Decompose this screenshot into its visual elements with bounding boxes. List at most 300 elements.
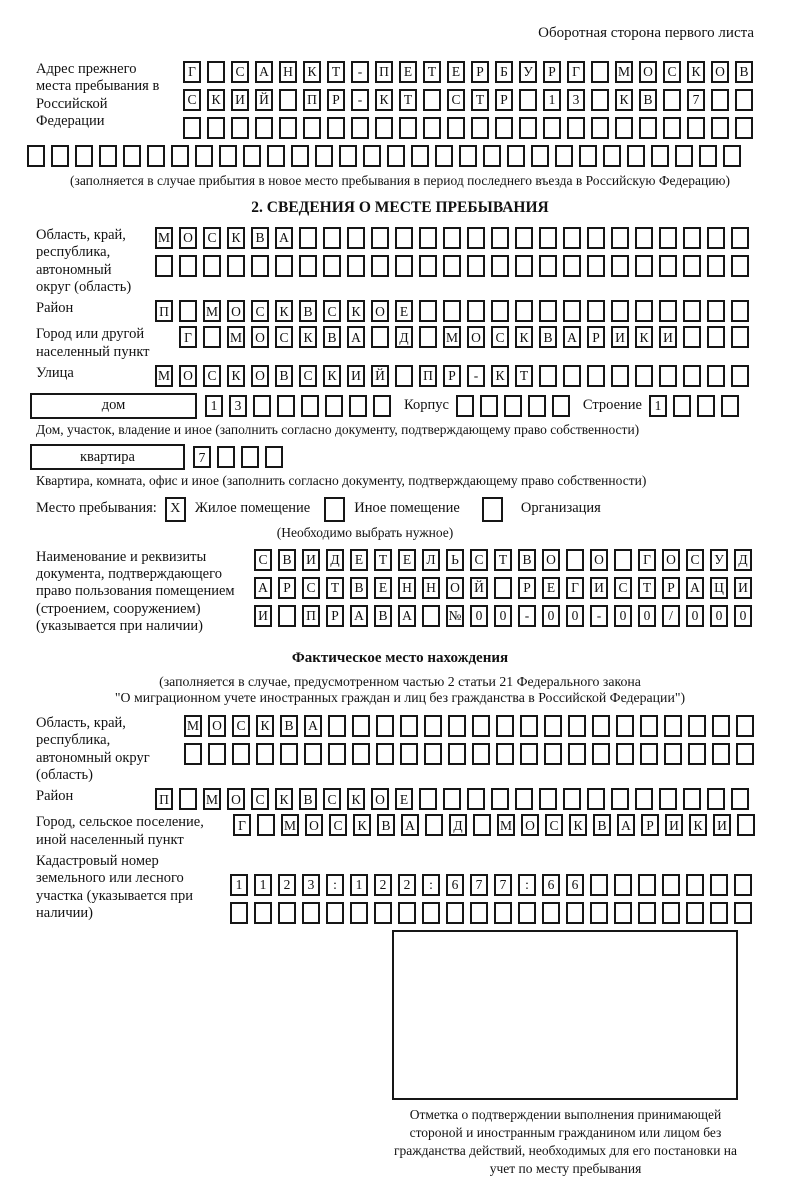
char-box[interactable] — [400, 715, 418, 737]
char-box[interactable]: Е — [398, 549, 416, 571]
char-box[interactable] — [731, 788, 749, 810]
char-box[interactable] — [279, 117, 297, 139]
char-box[interactable]: С — [232, 715, 250, 737]
char-box[interactable]: Т — [515, 365, 533, 387]
char-box[interactable] — [467, 788, 485, 810]
char-box[interactable] — [542, 902, 560, 924]
char-box[interactable] — [590, 902, 608, 924]
char-box[interactable]: Т — [326, 577, 344, 599]
char-box[interactable] — [419, 788, 437, 810]
char-box[interactable] — [710, 874, 728, 896]
char-box[interactable] — [566, 549, 584, 571]
char-box[interactable]: П — [155, 788, 173, 810]
char-box[interactable] — [507, 145, 525, 167]
char-box[interactable] — [399, 117, 417, 139]
char-box[interactable]: К — [689, 814, 707, 836]
char-box[interactable]: Д — [449, 814, 467, 836]
char-box[interactable] — [326, 902, 344, 924]
char-box[interactable]: М — [615, 61, 633, 83]
char-box[interactable]: В — [280, 715, 298, 737]
char-box[interactable] — [539, 300, 557, 322]
char-box[interactable]: 3 — [229, 395, 247, 417]
char-box[interactable]: И — [347, 365, 365, 387]
char-box[interactable] — [515, 788, 533, 810]
char-box[interactable]: Р — [543, 61, 561, 83]
char-box[interactable] — [422, 902, 440, 924]
char-box[interactable]: О — [711, 61, 729, 83]
char-box[interactable] — [459, 145, 477, 167]
char-box[interactable]: В — [593, 814, 611, 836]
char-box[interactable]: О — [227, 788, 245, 810]
char-box[interactable]: Р — [471, 61, 489, 83]
char-box[interactable] — [627, 145, 645, 167]
char-box[interactable]: Т — [494, 549, 512, 571]
char-box[interactable]: Т — [423, 61, 441, 83]
char-box[interactable] — [448, 743, 466, 765]
char-box[interactable] — [683, 365, 701, 387]
char-box[interactable] — [301, 395, 319, 417]
char-box[interactable]: И — [659, 326, 677, 348]
char-box[interactable] — [467, 255, 485, 277]
char-box[interactable] — [315, 145, 333, 167]
char-box[interactable] — [183, 117, 201, 139]
char-box[interactable]: А — [275, 227, 293, 249]
char-box[interactable] — [494, 577, 512, 599]
char-box[interactable]: 0 — [566, 605, 584, 627]
char-box[interactable] — [640, 715, 658, 737]
char-box[interactable] — [638, 874, 656, 896]
char-box[interactable]: : — [326, 874, 344, 896]
char-box[interactable] — [328, 715, 346, 737]
char-box[interactable]: 0 — [494, 605, 512, 627]
char-box[interactable] — [398, 902, 416, 924]
char-box[interactable] — [324, 497, 345, 522]
char-box[interactable] — [520, 743, 538, 765]
char-box[interactable] — [473, 814, 491, 836]
char-box[interactable]: М — [203, 300, 221, 322]
char-box[interactable]: С — [231, 61, 249, 83]
char-box[interactable]: И — [254, 605, 272, 627]
char-box[interactable] — [423, 117, 441, 139]
char-box[interactable] — [184, 743, 202, 765]
char-box[interactable] — [587, 788, 605, 810]
char-box[interactable]: О — [467, 326, 485, 348]
char-box[interactable] — [419, 255, 437, 277]
char-box[interactable]: 1 — [230, 874, 248, 896]
char-box[interactable] — [207, 117, 225, 139]
char-box[interactable]: О — [662, 549, 680, 571]
char-box[interactable] — [539, 788, 557, 810]
char-box[interactable]: С — [203, 227, 221, 249]
char-box[interactable] — [352, 715, 370, 737]
char-box[interactable]: В — [299, 788, 317, 810]
char-box[interactable]: В — [278, 549, 296, 571]
char-box[interactable]: Р — [641, 814, 659, 836]
char-box[interactable]: 1 — [205, 395, 223, 417]
char-box[interactable]: С — [663, 61, 681, 83]
char-box[interactable] — [611, 365, 629, 387]
char-box[interactable]: М — [203, 788, 221, 810]
char-box[interactable] — [351, 117, 369, 139]
char-box[interactable] — [587, 255, 605, 277]
char-box[interactable] — [635, 300, 653, 322]
char-box[interactable] — [254, 902, 272, 924]
char-box[interactable] — [243, 145, 261, 167]
char-box[interactable]: К — [303, 61, 321, 83]
char-box[interactable] — [496, 715, 514, 737]
char-box[interactable]: К — [299, 326, 317, 348]
char-box[interactable] — [686, 874, 704, 896]
char-box[interactable] — [590, 874, 608, 896]
char-box[interactable]: Н — [398, 577, 416, 599]
char-box[interactable] — [659, 255, 677, 277]
char-box[interactable] — [179, 255, 197, 277]
char-box[interactable] — [195, 145, 213, 167]
char-box[interactable] — [711, 117, 729, 139]
char-box[interactable]: 0 — [686, 605, 704, 627]
char-box[interactable]: X — [165, 497, 186, 522]
char-box[interactable] — [278, 605, 296, 627]
char-box[interactable]: О — [521, 814, 539, 836]
char-box[interactable] — [611, 788, 629, 810]
char-box[interactable]: К — [569, 814, 587, 836]
char-box[interactable] — [699, 145, 717, 167]
char-box[interactable] — [662, 902, 680, 924]
char-box[interactable] — [737, 814, 755, 836]
char-box[interactable]: Й — [371, 365, 389, 387]
char-box[interactable]: С — [251, 300, 269, 322]
char-box[interactable]: С — [614, 577, 632, 599]
char-box[interactable]: А — [563, 326, 581, 348]
char-box[interactable] — [736, 715, 754, 737]
char-box[interactable]: 0 — [710, 605, 728, 627]
char-box[interactable]: О — [371, 788, 389, 810]
char-box[interactable] — [443, 255, 461, 277]
char-box[interactable] — [349, 395, 367, 417]
char-box[interactable]: Р — [278, 577, 296, 599]
char-box[interactable] — [443, 788, 461, 810]
char-box[interactable] — [277, 395, 295, 417]
char-box[interactable] — [592, 715, 610, 737]
char-box[interactable]: Ь — [446, 549, 464, 571]
char-box[interactable] — [279, 89, 297, 111]
char-box[interactable]: О — [639, 61, 657, 83]
char-box[interactable]: С — [323, 300, 341, 322]
char-box[interactable] — [520, 715, 538, 737]
char-box[interactable]: О — [251, 365, 269, 387]
char-box[interactable]: - — [467, 365, 485, 387]
char-box[interactable] — [471, 117, 489, 139]
char-box[interactable]: К — [207, 89, 225, 111]
char-box[interactable] — [675, 145, 693, 167]
char-box[interactable] — [435, 145, 453, 167]
char-box[interactable] — [651, 145, 669, 167]
char-box[interactable]: И — [231, 89, 249, 111]
char-box[interactable]: 2 — [398, 874, 416, 896]
char-box[interactable] — [448, 715, 466, 737]
char-box[interactable] — [347, 255, 365, 277]
char-box[interactable] — [731, 300, 749, 322]
char-box[interactable]: А — [254, 577, 272, 599]
char-box[interactable]: Б — [495, 61, 513, 83]
char-box[interactable]: М — [155, 227, 173, 249]
char-box[interactable]: К — [491, 365, 509, 387]
char-box[interactable] — [447, 117, 465, 139]
char-box[interactable] — [673, 395, 691, 417]
char-box[interactable] — [638, 902, 656, 924]
char-box[interactable] — [495, 117, 513, 139]
residential-checkbox[interactable] — [165, 497, 186, 522]
char-box[interactable]: О — [179, 227, 197, 249]
char-box[interactable]: А — [401, 814, 419, 836]
char-box[interactable] — [302, 902, 320, 924]
char-box[interactable]: В — [639, 89, 657, 111]
char-box[interactable]: Ц — [710, 577, 728, 599]
char-box[interactable]: Е — [542, 577, 560, 599]
char-box[interactable] — [387, 145, 405, 167]
char-box[interactable]: - — [518, 605, 536, 627]
char-box[interactable]: 0 — [470, 605, 488, 627]
char-box[interactable]: 1 — [350, 874, 368, 896]
char-box[interactable] — [376, 715, 394, 737]
char-box[interactable]: С — [329, 814, 347, 836]
char-box[interactable]: Р — [662, 577, 680, 599]
char-box[interactable]: В — [377, 814, 395, 836]
char-box[interactable] — [659, 227, 677, 249]
char-box[interactable] — [280, 743, 298, 765]
char-box[interactable] — [494, 902, 512, 924]
char-box[interactable] — [363, 145, 381, 167]
char-box[interactable]: К — [227, 227, 245, 249]
char-box[interactable]: И — [302, 549, 320, 571]
char-box[interactable] — [230, 902, 248, 924]
char-box[interactable]: 6 — [542, 874, 560, 896]
char-box[interactable] — [735, 89, 753, 111]
char-box[interactable] — [467, 227, 485, 249]
char-box[interactable]: Р — [587, 326, 605, 348]
char-box[interactable] — [659, 365, 677, 387]
char-box[interactable]: Т — [374, 549, 392, 571]
char-box[interactable]: Г — [233, 814, 251, 836]
char-box[interactable] — [374, 902, 392, 924]
char-box[interactable]: К — [635, 326, 653, 348]
char-box[interactable] — [491, 255, 509, 277]
char-box[interactable]: Р — [518, 577, 536, 599]
char-box[interactable] — [712, 743, 730, 765]
char-box[interactable]: П — [302, 605, 320, 627]
char-box[interactable] — [663, 117, 681, 139]
char-box[interactable] — [395, 227, 413, 249]
char-box[interactable] — [278, 902, 296, 924]
char-box[interactable]: С — [470, 549, 488, 571]
char-box[interactable] — [614, 874, 632, 896]
char-box[interactable]: 6 — [566, 874, 584, 896]
char-box[interactable]: 7 — [687, 89, 705, 111]
char-box[interactable] — [323, 255, 341, 277]
char-box[interactable] — [257, 814, 275, 836]
char-box[interactable]: А — [617, 814, 635, 836]
char-box[interactable] — [299, 255, 317, 277]
char-box[interactable] — [707, 255, 725, 277]
char-box[interactable] — [544, 715, 562, 737]
char-box[interactable] — [683, 227, 701, 249]
char-box[interactable] — [325, 395, 343, 417]
char-box[interactable]: - — [590, 605, 608, 627]
char-box[interactable] — [291, 145, 309, 167]
char-box[interactable]: С — [302, 577, 320, 599]
char-box[interactable] — [303, 117, 321, 139]
char-box[interactable]: К — [323, 365, 341, 387]
char-box[interactable] — [419, 326, 437, 348]
char-box[interactable]: О — [590, 549, 608, 571]
char-box[interactable] — [616, 715, 634, 737]
char-box[interactable]: И — [734, 577, 752, 599]
char-box[interactable] — [635, 227, 653, 249]
char-box[interactable]: В — [323, 326, 341, 348]
char-box[interactable] — [707, 326, 725, 348]
char-box[interactable] — [504, 395, 522, 417]
char-box[interactable]: А — [255, 61, 273, 83]
char-box[interactable] — [491, 788, 509, 810]
char-box[interactable] — [395, 255, 413, 277]
char-box[interactable] — [683, 326, 701, 348]
char-box[interactable] — [347, 227, 365, 249]
char-box[interactable]: 2 — [278, 874, 296, 896]
char-box[interactable] — [232, 743, 250, 765]
char-box[interactable]: И — [713, 814, 731, 836]
char-box[interactable]: К — [347, 788, 365, 810]
char-box[interactable] — [688, 715, 706, 737]
char-box[interactable] — [539, 255, 557, 277]
char-box[interactable] — [686, 902, 704, 924]
char-box[interactable]: Й — [470, 577, 488, 599]
char-box[interactable] — [371, 255, 389, 277]
char-box[interactable] — [611, 227, 629, 249]
char-box[interactable]: В — [275, 365, 293, 387]
char-box[interactable] — [482, 497, 503, 522]
char-box[interactable] — [567, 117, 585, 139]
char-box[interactable] — [731, 326, 749, 348]
char-box[interactable] — [664, 715, 682, 737]
char-box[interactable]: И — [611, 326, 629, 348]
char-box[interactable]: О — [179, 365, 197, 387]
char-box[interactable] — [496, 743, 514, 765]
char-box[interactable] — [456, 395, 474, 417]
char-box[interactable] — [419, 300, 437, 322]
char-box[interactable] — [611, 255, 629, 277]
char-box[interactable]: М — [497, 814, 515, 836]
other-premises-checkbox[interactable] — [324, 497, 345, 522]
char-box[interactable]: Г — [638, 549, 656, 571]
char-box[interactable]: Р — [495, 89, 513, 111]
char-box[interactable]: 6 — [446, 874, 464, 896]
char-box[interactable]: Д — [734, 549, 752, 571]
char-box[interactable]: С — [299, 365, 317, 387]
char-box[interactable]: П — [419, 365, 437, 387]
char-box[interactable] — [155, 255, 173, 277]
char-box[interactable] — [207, 61, 225, 83]
char-box[interactable] — [27, 145, 45, 167]
char-box[interactable] — [395, 365, 413, 387]
char-box[interactable] — [255, 117, 273, 139]
char-box[interactable] — [350, 902, 368, 924]
char-box[interactable]: К — [687, 61, 705, 83]
char-box[interactable] — [734, 874, 752, 896]
char-box[interactable] — [472, 715, 490, 737]
char-box[interactable] — [721, 395, 739, 417]
char-box[interactable]: К — [615, 89, 633, 111]
char-box[interactable] — [707, 788, 725, 810]
char-box[interactable] — [400, 743, 418, 765]
char-box[interactable] — [424, 715, 442, 737]
char-box[interactable]: К — [227, 365, 245, 387]
char-box[interactable]: О — [251, 326, 269, 348]
char-box[interactable]: 0 — [734, 605, 752, 627]
char-box[interactable]: Р — [443, 365, 461, 387]
char-box[interactable]: Г — [183, 61, 201, 83]
char-box[interactable] — [241, 446, 259, 468]
char-box[interactable]: Е — [350, 549, 368, 571]
char-box[interactable] — [614, 549, 632, 571]
char-box[interactable] — [519, 89, 537, 111]
char-box[interactable] — [483, 145, 501, 167]
char-box[interactable] — [123, 145, 141, 167]
char-box[interactable]: К — [347, 300, 365, 322]
char-box[interactable] — [515, 300, 533, 322]
char-box[interactable]: М — [184, 715, 202, 737]
char-box[interactable]: Е — [374, 577, 392, 599]
char-box[interactable]: Е — [399, 61, 417, 83]
char-box[interactable]: № — [446, 605, 464, 627]
char-box[interactable] — [411, 145, 429, 167]
char-box[interactable] — [375, 117, 393, 139]
char-box[interactable]: 3 — [302, 874, 320, 896]
char-box[interactable] — [712, 715, 730, 737]
char-box[interactable]: В — [251, 227, 269, 249]
char-box[interactable]: Л — [422, 549, 440, 571]
char-box[interactable] — [688, 743, 706, 765]
char-box[interactable]: Г — [567, 61, 585, 83]
char-box[interactable] — [171, 145, 189, 167]
char-box[interactable] — [323, 227, 341, 249]
char-box[interactable] — [587, 227, 605, 249]
char-box[interactable] — [659, 788, 677, 810]
char-box[interactable]: Е — [395, 788, 413, 810]
char-box[interactable]: К — [515, 326, 533, 348]
char-box[interactable] — [75, 145, 93, 167]
char-box[interactable] — [376, 743, 394, 765]
char-box[interactable]: О — [227, 300, 245, 322]
char-box[interactable]: В — [374, 605, 392, 627]
char-box[interactable] — [662, 874, 680, 896]
char-box[interactable]: Е — [395, 300, 413, 322]
char-box[interactable]: С — [491, 326, 509, 348]
char-box[interactable] — [528, 395, 546, 417]
char-box[interactable] — [352, 743, 370, 765]
char-box[interactable] — [735, 117, 753, 139]
char-box[interactable]: С — [203, 365, 221, 387]
char-box[interactable]: С — [545, 814, 563, 836]
char-box[interactable]: В — [299, 300, 317, 322]
char-box[interactable] — [328, 743, 346, 765]
char-box[interactable] — [299, 227, 317, 249]
char-box[interactable] — [267, 145, 285, 167]
char-box[interactable] — [592, 743, 610, 765]
char-box[interactable] — [515, 227, 533, 249]
char-box[interactable]: Е — [447, 61, 465, 83]
char-box[interactable]: В — [539, 326, 557, 348]
char-box[interactable]: М — [227, 326, 245, 348]
